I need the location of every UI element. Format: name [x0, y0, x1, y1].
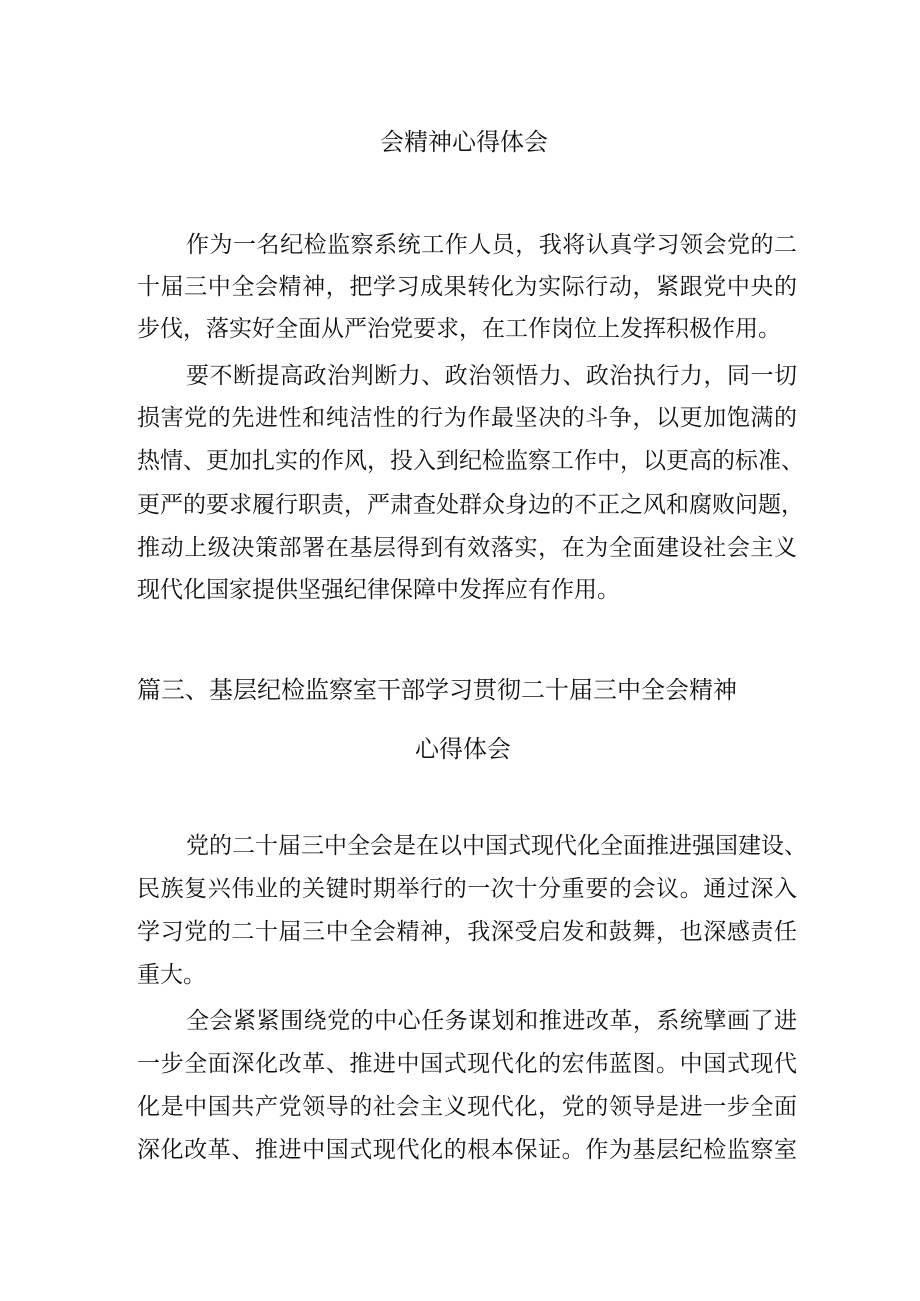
text-line: 化是中国共产党领导的社会主义现代化，党的领导是进一步全面 [137, 1094, 797, 1120]
text-line: 步伐，落实好全面从严治党要求，在工作岗位上发挥积极作用。 [137, 316, 781, 342]
text-line: 民族复兴伟业的关键时期举行的一次十分重要的会议。通过深入 [137, 876, 797, 902]
text-line: 推动上级决策部署在基层得到有效落实，在为全面建设社会主义 [137, 535, 797, 561]
text-line: 损害党的先进性和纯洁性的行为作最坚决的斗争，以更加饱满的 [137, 405, 797, 431]
text-line: 现代化国家提供坚强纪律保障中发挥应有作用。 [137, 577, 620, 603]
section3-title-line2: 心得体会 [415, 735, 511, 763]
text-line: 深化改革、推进中国式现代化的根本保证。作为基层纪检监察室 [137, 1137, 797, 1163]
section3-title-line1: 篇三、基层纪检监察室干部学习贯彻二十届三中全会精神 [137, 676, 737, 704]
text-line: 一步全面深化改革、推进中国式现代化的宏伟蓝图。中国式现代 [137, 1051, 797, 1077]
text-line: 要不断提高政治判断力、政治领悟力、政治执行力，同一切 [186, 363, 797, 389]
text-line: 全会紧紧围绕党的中心任务谋划和推进改革，系统擘画了进 [186, 1008, 797, 1034]
heading-top: 会精神心得体会 [380, 128, 548, 156]
text-line: 更严的要求履行职责，严肃查处群众身边的不正之风和腐败问题， [137, 492, 804, 518]
text-line: 十届三中全会精神，把学习成果转化为实际行动，紧跟党中央的 [137, 274, 797, 300]
text-line: 热情、更加扎实的作风，投入到纪检监察工作中，以更高的标准、 [137, 448, 804, 474]
text-line: 重大。 [137, 962, 206, 988]
text-line: 作为一名纪检监察系统工作人员，我将认真学习领会党的二 [186, 232, 797, 258]
text-line: 学习党的二十届三中全会精神，我深受启发和鼓舞，也深感责任 [137, 919, 797, 945]
text-line: 党的二十届三中全会是在以中国式现代化全面推进强国建设、 [186, 833, 807, 859]
